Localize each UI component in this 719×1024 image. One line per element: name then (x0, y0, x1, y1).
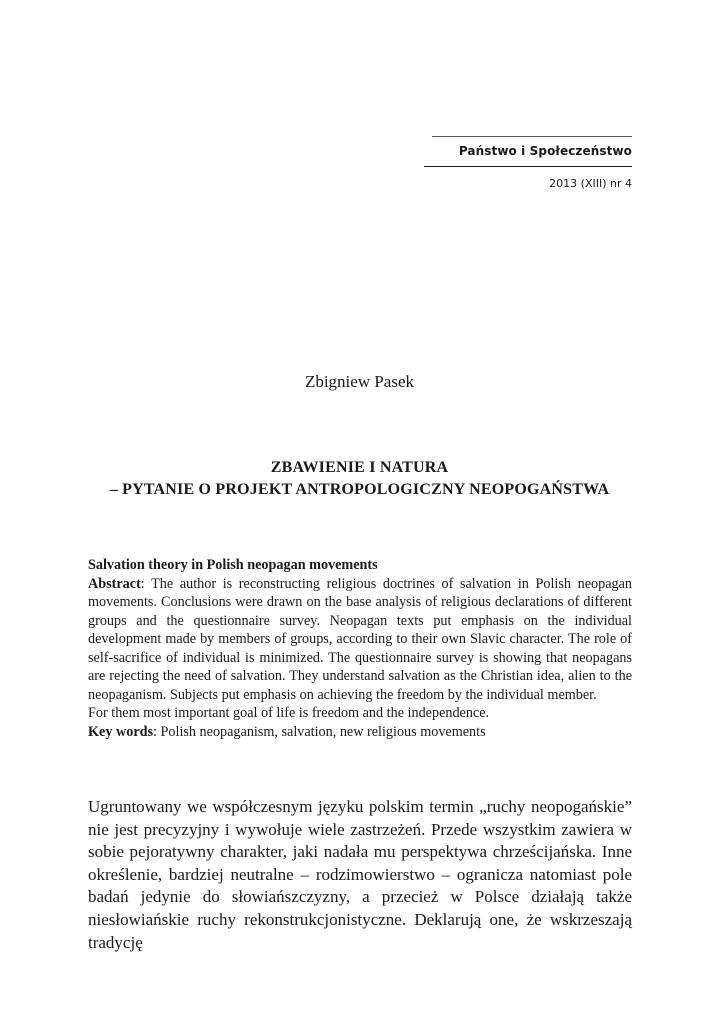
journal-name: Państwo i Społeczeństwo (458, 144, 632, 158)
abstract-paragraph (88, 575, 632, 705)
author-name: Zbigniew Pasek (304, 372, 415, 391)
abstract-text: : The author is reconstructing religious doctrines of salvation in Polish neopagan movements. Conclusions were drawn on the base analysis of religious declarations of different groups and the questionnaire survey. Neopagan texts put emphasis on the individual development made by members of groups, according to their own Slavic character. The role of self-sacrifice of individual is minimized. The questionnaire survey is showing that neopagans are rejecting the need of salvation. They understand salvation as the Christian idea, alien to the neopaganism. Subjects put emphasis on achieving the freedom by the individual member. (88, 575, 632, 703)
keywords-label: Key words (88, 723, 154, 740)
keywords-text: : Polish neopaganism, salvation, new religious movements (153, 723, 486, 740)
keywords-paragraph (88, 723, 632, 742)
abstract-section (88, 556, 632, 741)
header-rule (424, 166, 632, 167)
journal-header (432, 136, 632, 190)
article-title (0, 457, 719, 501)
header-rule-top (432, 136, 632, 137)
abstract-label: Abstract (88, 575, 141, 592)
english-title: Salvation theory in Polish neopagan movements (88, 557, 378, 573)
journal-issue: 2013 (XIII) nr 4 (549, 177, 632, 190)
title-line-2: – PYTANIE O PROJEKT ANTROPOLOGICZNY NEOPOGAŃSTWA (109, 481, 610, 498)
body-paragraph: Ugruntowany we współczesnym języku polskim termin „ruchy neopogańskie” nie jest precyzyjny i wywołuje wiele zastrzeżeń. Przede wszystkim zawiera w sobie pejoratywny charakter, jaki nadała mu perspektywa chrześcijańska. Inne określenie, bardziej neutralne – rodzimowierstwo – ogranicza natomiast pole badań jedynie do słowiańszczyzny, a przecież w Polsce działają także niesłowiańskie ruchy rekonstrukcjonistyczne. Deklarują one, że wskrzeszają tradycję (88, 797, 632, 952)
title-line-1: ZBAWIENIE I NATURA (270, 459, 449, 476)
abstract-paragraph-2: For them most important goal of life is freedom and the independence. (88, 705, 490, 721)
